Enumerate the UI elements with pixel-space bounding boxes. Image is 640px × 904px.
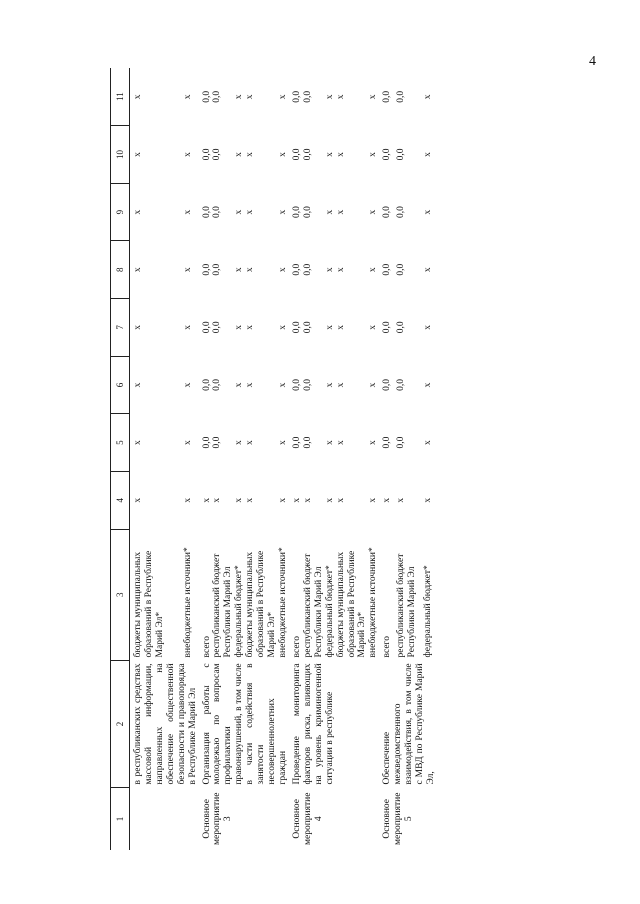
funding-value: x [182, 209, 193, 215]
funding-value: 0,0 [396, 436, 407, 449]
funding-value: x [277, 209, 288, 215]
column-header: 9 [111, 183, 130, 241]
funding-value: 0,0 [396, 379, 407, 391]
funding-value: x [234, 152, 245, 157]
funding-value: x [245, 497, 256, 503]
funding-value: x [133, 382, 143, 388]
funding-value: 0,0 [382, 379, 393, 391]
funding-value: x [245, 440, 256, 445]
funding-source: бюджеты муниципальных образований в Республике Марий Эл* [335, 550, 368, 658]
funding-value: x [234, 324, 245, 330]
funding-value: 0,0 [302, 148, 313, 161]
funding-value: x [277, 382, 288, 388]
funding-value: x [182, 497, 193, 503]
funding-value: 0,0 [291, 379, 302, 391]
funding-value: x [234, 440, 245, 445]
funding-value: 0,0 [382, 321, 393, 334]
funding-value: x [245, 324, 256, 330]
funding-value: 0,0 [396, 263, 407, 276]
funding-value: 0,0 [291, 90, 302, 103]
column-header: 7 [111, 299, 130, 357]
column-number-row [111, 68, 130, 850]
funding-source: республиканский бюджет Республики Марий Эл [212, 553, 234, 658]
funding-value: 0,0 [396, 90, 407, 103]
column-header: 11 [111, 68, 130, 126]
funding-value: x [324, 267, 335, 273]
column-header: 5 [111, 414, 130, 472]
measure-4-label: Основное мероприятие 4 [291, 792, 324, 845]
measure-3-description: Организация работы с молодежью по вопросам профилактики правонарушений, в том числе в части содействия в занятости несовершеннолетних граждан [201, 663, 288, 785]
table-row [289, 68, 303, 850]
continued-measure-label [130, 788, 199, 850]
funding-source: бюджеты муниципальных образований в Республике Марий Эл* [245, 550, 278, 658]
column-header: 10 [111, 126, 130, 184]
funding-value: 0,0 [201, 379, 212, 391]
funding-value: 0,0 [302, 90, 313, 103]
funding-value: 0,0 [302, 379, 313, 391]
column-header: 1 [111, 788, 130, 850]
funding-value: x [234, 267, 245, 273]
funding-value: x [324, 152, 335, 157]
funding-source: федеральный бюджет* [324, 565, 335, 658]
funding-value: 0,0 [201, 321, 212, 334]
funding-value: x [324, 324, 335, 330]
funding-value: 0,0 [291, 206, 302, 219]
funding-value: x [277, 267, 288, 273]
funding-value: x [324, 497, 335, 503]
table-row [379, 68, 396, 850]
funding-value: 0,0 [382, 90, 393, 103]
funding-value: x [368, 324, 379, 330]
funding-value: 0,0 [382, 206, 393, 219]
funding-value: x [335, 94, 346, 100]
funding-value: 0,0 [201, 90, 212, 103]
funding-value: 0,0 [212, 90, 223, 103]
funding-value: x [133, 324, 143, 330]
funding-value: x [335, 382, 346, 388]
funding-value: x [324, 94, 335, 100]
funding-value: x [133, 497, 143, 503]
funding-value: 0,0 [291, 321, 302, 334]
column-header: 2 [111, 660, 130, 787]
funding-value: x [245, 94, 256, 100]
table-row [130, 68, 183, 850]
funding-value: x [324, 209, 335, 215]
funding-value: 0,0 [396, 321, 407, 334]
funding-value: x [423, 267, 434, 273]
measure-5-label: Основное мероприятие 5 [382, 792, 415, 845]
funding-value: 0,0 [212, 436, 223, 449]
funding-value: 0,0 [382, 263, 393, 276]
funding-value: x [277, 324, 288, 330]
funding-value: x [277, 152, 288, 157]
funding-value: x [335, 324, 346, 330]
funding-value: x [302, 497, 313, 503]
funding-value: 0,0 [302, 436, 313, 449]
column-header: 4 [111, 471, 130, 529]
funding-value: x [423, 497, 434, 503]
funding-table-sheet [110, 68, 580, 850]
funding-value: 0,0 [291, 436, 302, 449]
measure-3-label: Основное мероприятие 3 [201, 792, 234, 845]
funding-value: x [335, 267, 346, 273]
funding-value: x [368, 152, 379, 157]
funding-value: 0,0 [396, 206, 407, 219]
funding-value: x [335, 209, 346, 215]
funding-value: x [133, 209, 143, 215]
funding-value: 0,0 [302, 321, 313, 334]
funding-value: 0,0 [212, 379, 223, 391]
funding-source: республиканский бюджет Республики Марий Эл [302, 553, 324, 658]
funding-value: x [423, 382, 434, 388]
funding-value: x [423, 94, 434, 100]
funding-source: республиканский бюджет Республики Марий Эл [396, 553, 418, 658]
funding-value: x [133, 267, 143, 273]
funding-value: 0,0 [201, 148, 212, 161]
funding-value: 0,0 [291, 148, 302, 161]
column-header: 8 [111, 241, 130, 299]
funding-value: 0,0 [302, 206, 313, 219]
funding-value: x [335, 440, 346, 445]
funding-value: x [182, 152, 193, 157]
funding-value: x [396, 497, 407, 503]
funding-value: x [335, 497, 346, 503]
funding-source: бюджеты муниципальных образований в Республике Марий Эл* [133, 550, 165, 658]
funding-value: x [423, 209, 434, 215]
column-header: 6 [111, 356, 130, 414]
funding-value: x [368, 382, 379, 388]
funding-source: внебюджетные источники* [182, 547, 193, 658]
funding-value: 0,0 [201, 436, 212, 449]
funding-source: внебюджетные источники* [368, 547, 379, 658]
measure-5-description: Обеспечение межведомственного взаимодействия, в том числе с МВД по Республике Марий Эл, [382, 663, 436, 785]
funding-value: x [423, 440, 434, 445]
funding-value: x [212, 497, 223, 503]
continued-measure-description: в республиканских средствах массовой информации, направленных на обеспечение общественной безопасности и правопорядка в Республике Марий Эл [133, 663, 198, 785]
funding-value: 0,0 [201, 263, 212, 276]
funding-source: федеральный бюджет* [423, 565, 434, 658]
funding-value: x [182, 94, 193, 100]
funding-value: 0,0 [302, 263, 313, 276]
funding-value: 0,0 [201, 206, 212, 219]
funding-table [110, 68, 437, 850]
funding-source: внебюджетные источники* [277, 547, 288, 658]
funding-value: 0,0 [212, 263, 223, 276]
funding-value: x [133, 440, 143, 445]
funding-value: x [423, 152, 434, 157]
funding-value: x [133, 94, 143, 100]
funding-value: x [234, 209, 245, 215]
funding-source: федеральный бюджет* [234, 565, 245, 658]
funding-value: x [234, 382, 245, 388]
funding-value: x [382, 497, 393, 503]
funding-value: x [245, 267, 256, 273]
funding-value: x [291, 497, 302, 503]
funding-value: x [368, 267, 379, 273]
funding-value: x [277, 440, 288, 445]
measure-4-description: Проведение мониторинга факторов риска, влияющих на уровень криминогенной ситуации в республике [291, 663, 335, 785]
funding-value: 0,0 [212, 321, 223, 334]
funding-value: x [277, 497, 288, 503]
funding-value: 0,0 [382, 148, 393, 161]
funding-value: 0,0 [396, 148, 407, 161]
page-number: 4 [589, 54, 596, 69]
funding-value: 0,0 [382, 436, 393, 449]
funding-value: x [245, 382, 256, 388]
funding-value: x [423, 324, 434, 330]
funding-value: x [368, 209, 379, 215]
funding-value: x [277, 94, 288, 100]
funding-value: x [335, 152, 346, 157]
funding-value: x [234, 94, 245, 100]
funding-value: x [324, 382, 335, 388]
funding-value: x [133, 152, 143, 157]
funding-value: x [368, 497, 379, 503]
funding-value: x [245, 152, 256, 157]
funding-value: x [368, 94, 379, 100]
funding-value: x [201, 497, 212, 503]
funding-value: x [245, 209, 256, 215]
funding-value: x [182, 267, 193, 273]
table-row [199, 68, 213, 850]
funding-value: x [324, 440, 335, 445]
funding-value: 0,0 [291, 263, 302, 276]
funding-value: x [182, 382, 193, 388]
funding-value: x [182, 324, 193, 330]
funding-value: x [234, 497, 245, 503]
funding-value: x [182, 440, 193, 445]
funding-value: 0,0 [212, 148, 223, 161]
funding-value: x [368, 440, 379, 445]
funding-source: всего [201, 636, 212, 658]
column-header: 3 [111, 529, 130, 660]
funding-value: 0,0 [212, 206, 223, 219]
funding-source: всего [382, 636, 393, 658]
funding-source: всего [291, 636, 302, 658]
